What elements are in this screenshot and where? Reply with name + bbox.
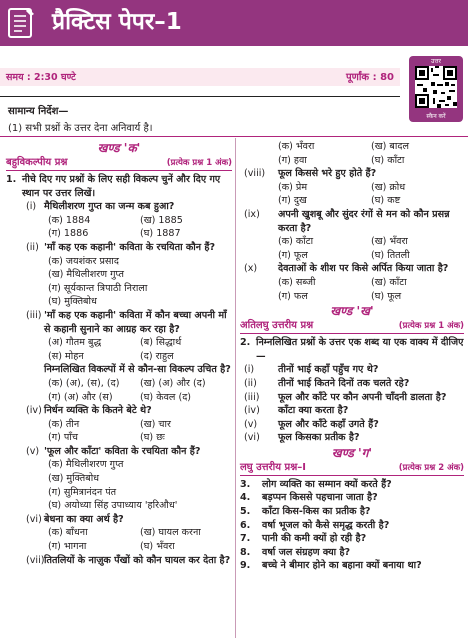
option[interactable]: (ग) हवा [278, 154, 307, 166]
option[interactable]: (अ) गौतम बुद्ध [48, 337, 102, 349]
question-text: वर्षा जल संग्रहण क्या है? [262, 546, 351, 558]
total-marks: पूर्णांक : 80 [345, 72, 394, 83]
sub-question-number: (i) [244, 364, 255, 376]
sub-question-text: निर्धन व्यक्ति के कितने बेटे थे? [44, 405, 152, 417]
options-grid [6, 418, 232, 445]
option[interactable]: (ख) क्रोध [371, 181, 406, 193]
question [240, 546, 464, 560]
column-divider [235, 138, 236, 638]
page-header [0, 0, 468, 46]
option[interactable]: (घ) छः [140, 432, 165, 444]
option[interactable]: (क) तीन [48, 418, 80, 430]
question [240, 505, 464, 519]
sub-question [6, 404, 232, 418]
option[interactable]: (घ) तितली [371, 249, 410, 261]
question-number: 6. [240, 519, 251, 531]
short-question [240, 363, 464, 377]
sub-question-text: 'फूल और काँटा' कविता के रचयिता कौन हैं? [44, 445, 201, 457]
option[interactable]: (क) प्रेम [278, 181, 308, 193]
section-marks-note: (प्रत्येक प्रश्न 2 अंक) [398, 462, 464, 473]
options-grid [240, 181, 464, 208]
sub-question-text: तितलियों के नाज़ुक पँखों को कौन घायल कर देता है? [44, 554, 231, 566]
option[interactable]: (घ) फूल [371, 290, 402, 302]
section-heading-text: लघु उत्तरीय प्रश्न–I [240, 461, 307, 473]
option[interactable]: (घ) भँवरा [140, 541, 175, 553]
option[interactable]: (घ) अयोध्या सिंह उपाध्याय 'हरिऔध' [48, 500, 178, 512]
sub-question-number: (iii) [244, 391, 260, 403]
options-list [6, 458, 232, 512]
section-b-heading [240, 319, 464, 334]
sub-question-number: (iv) [26, 405, 42, 417]
instruction-number: (1) [8, 123, 23, 134]
left-column [6, 140, 232, 567]
question-2 [240, 336, 464, 363]
sub-question-number: (vi) [244, 432, 260, 444]
qr-bottom-label: स्कैन करें [426, 113, 446, 120]
sub-question-number: (ii) [26, 241, 39, 253]
question-number: 7. [240, 533, 251, 545]
option[interactable]: (घ) केवल (द) [140, 391, 192, 403]
sub-question-number: (v) [26, 445, 40, 457]
option[interactable]: (ख) मुक्तिबोध [48, 473, 100, 485]
general-instruction-item [8, 120, 153, 134]
option[interactable]: (क) बाँधना [48, 527, 88, 539]
option[interactable]: (ग) सूर्यकान्त त्रिपाठी निराला [48, 282, 148, 294]
sub-question [6, 445, 232, 459]
section-heading-text: अतिलघु उत्तरीय प्रश्न [240, 320, 314, 332]
sub-question-text: फूल और काँटे पर कौन अपनी चाँदनी डालता है? [278, 391, 447, 403]
sub-question [6, 513, 232, 527]
sub-question [6, 309, 232, 336]
sub-question [240, 262, 464, 276]
option[interactable]: (ग) 1886 [48, 228, 89, 240]
sub-question-text: 'माँ कह एक कहानी' कविता के रचयिता कौन हैं? [44, 241, 216, 253]
sub-question [6, 200, 232, 214]
sub-question-extra [6, 363, 232, 377]
right-column [240, 140, 464, 573]
option[interactable]: (स) मोहन [48, 350, 84, 362]
divider [0, 136, 468, 137]
sub-question-text: तीनों भाई कितने दिनों तक चलते रहे? [278, 377, 410, 389]
sub-question-text: अपनी खुशबू और सुंदर रंगों से मन को कौन प्रसन्न करता है? [278, 208, 450, 234]
sub-question-number: (vii) [26, 554, 45, 566]
option[interactable]: (क) 1884 [48, 214, 91, 226]
short-question [240, 391, 464, 405]
sub-question-text: देवताओं के शीश पर किसे अर्पित किया जाता है? [278, 263, 449, 275]
question-number: 9. [240, 560, 251, 572]
question-text: बच्चे ने बीमार होने का बहाना क्यों बनाया था? [262, 560, 422, 572]
sub-question-number: (vi) [26, 513, 42, 525]
short-question [240, 431, 464, 445]
question-text: वर्षा भूजल को कैसे समृद्ध करती है? [262, 519, 390, 531]
exam-meta-bar [0, 68, 400, 86]
options-list [6, 255, 232, 309]
option[interactable]: (क) जयशंकर प्रसाद [48, 255, 119, 267]
question-text: नीचे दिए गए प्रश्नों के लिए सही विकल्प चुनें और दिए गए स्थान पर उत्तर लिखें। [22, 174, 221, 199]
options-grid [240, 140, 464, 167]
sub-question-number: (viii) [244, 168, 266, 180]
question-number: 3. [240, 478, 251, 490]
qr-code-icon [415, 66, 457, 108]
exam-time: समय : 2:30 घण्टे [6, 72, 76, 83]
question-text: बड़प्पन किससे पहचाना जाता है? [262, 492, 378, 504]
qr-top-label: उत्तर [431, 58, 441, 65]
option[interactable]: (घ) कष्ट [371, 195, 401, 207]
section-a-label: खण्ड 'क' [97, 141, 141, 155]
option[interactable]: (ख) 1885 [140, 214, 183, 226]
section-c-label: खण्ड 'ग' [331, 445, 373, 460]
general-instructions-title: सामान्य निर्देश— [8, 106, 69, 117]
question-1 [6, 173, 232, 200]
sub-question [6, 554, 232, 568]
option[interactable]: (ख) मैथिलीशरण गुप्त [48, 269, 124, 281]
option[interactable]: (ग) सुमित्रानंदन पंत [48, 486, 117, 498]
option[interactable]: (ग) पाँच [48, 432, 78, 444]
question-number: 1. [6, 174, 17, 185]
option[interactable]: (घ) काँटा [371, 154, 405, 166]
question-text: काँटा किस-किस का प्रतीक है? [262, 506, 371, 518]
short-question [240, 418, 464, 432]
short-question [240, 377, 464, 391]
question [240, 491, 464, 505]
option[interactable]: (द) राहुल [140, 350, 174, 362]
sub-question-text: फूल और काँटे कहाँ उगते हैं? [278, 418, 379, 430]
option[interactable]: (क) सब्जी [278, 276, 316, 288]
question-text: निम्नलिखित प्रश्नों के उत्तर एक शब्द या एक वाक्य में दीजिए— [256, 337, 464, 362]
option[interactable]: (क) काँटा [278, 236, 314, 248]
option[interactable]: (घ) मुक्तिबोध [48, 296, 97, 308]
section-marks-note: (प्रत्येक प्रश्न 1 अंक) [398, 321, 464, 332]
sub-question-number: (ix) [244, 208, 260, 220]
instruction-text: सभी प्रश्नों के उत्तर देना अनिवार्य है। [25, 123, 153, 134]
sub-question-text: बेधना का क्या अर्थ है? [44, 513, 124, 525]
sub-question [6, 241, 232, 255]
option[interactable]: (ख) भँवरा [371, 236, 408, 248]
section-marks-note: (प्रत्येक प्रश्न 1 अंक) [166, 158, 232, 168]
option[interactable]: (ग) फूल [278, 249, 308, 261]
options-grid [240, 235, 464, 262]
section-a-heading [6, 156, 232, 171]
sub-question-number: (v) [244, 418, 258, 430]
option[interactable]: (क) मैथिलीशरण गुप्त [48, 459, 124, 471]
question-number: 5. [240, 506, 251, 518]
sub-question-text: तीनों भाई कहाँ पहुँच गए थे? [278, 364, 379, 376]
sub-question-number: (iv) [244, 405, 260, 417]
answer-qr-box[interactable] [409, 56, 463, 122]
question-text: पानी की कमी क्यों हो रही है? [262, 533, 367, 545]
sub-question-number: (i) [26, 201, 37, 213]
question [240, 559, 464, 573]
option[interactable]: (ख) घायल करना [140, 527, 201, 539]
option[interactable]: (घ) 1887 [140, 228, 181, 240]
option[interactable]: (क) (अ), (स), (द) [48, 377, 120, 389]
option[interactable]: (ब) सिद्धार्थ [140, 337, 182, 349]
option[interactable]: (ग) (अ) और (स) [48, 391, 113, 403]
question-number: 2. [240, 337, 251, 349]
question-text: लोग व्यक्ति का सम्मान क्यों करते हैं? [262, 478, 392, 490]
option[interactable]: (क) भँवरा [278, 141, 315, 152]
question [240, 519, 464, 533]
sub-question-text: फूल किसका प्रतीक है? [278, 432, 360, 444]
option[interactable]: (ख) बादल [371, 141, 409, 152]
options-grid [6, 336, 232, 363]
question-number: 8. [240, 546, 251, 558]
sub-question-number: (ii) [244, 377, 257, 389]
sub-question-text: फूल किससे भरे हुए होते हैं? [278, 168, 377, 180]
sub-question-number: (iii) [26, 309, 42, 321]
option[interactable]: (ख) (अ) और (द) [140, 377, 206, 389]
sub-question-text: 'माँ कह एक कहानी' कविता में कौन बच्चा अपनी माँ से कहानी सुनाने का आग्रह कर रहा है? [44, 309, 227, 335]
section-b-label: खण्ड 'ख' [330, 304, 374, 319]
sub-question-text: काँटा क्या करता है? [278, 405, 349, 417]
sub-question [240, 167, 464, 181]
option[interactable]: (ग) भागना [48, 541, 87, 553]
section-c-heading [240, 461, 464, 476]
option[interactable]: (ख) काँटा [371, 276, 407, 288]
options-grid [6, 377, 232, 404]
question [240, 478, 464, 492]
divider [0, 96, 400, 97]
question [240, 532, 464, 546]
option[interactable]: (ख) चार [140, 418, 171, 430]
question-number: 4. [240, 492, 251, 504]
options-grid [6, 214, 232, 241]
option[interactable]: (ग) फल [278, 290, 308, 302]
sub-question-text: मैथिलीशरण गुप्त का जन्म कब हुआ? [44, 201, 175, 213]
sub-question-number: (x) [244, 263, 258, 275]
sub-question [240, 208, 464, 235]
sub-question-extra-text: निम्नलिखित विकल्पों में से कौन-सा विकल्प उचित है? [44, 364, 231, 376]
short-question [240, 404, 464, 418]
options-grid [240, 276, 464, 303]
option[interactable]: (ग) दुख [278, 195, 307, 207]
page-title: प्रैक्टिस पेपर–1 [52, 9, 182, 35]
notebook-icon [6, 6, 36, 40]
options-grid [6, 526, 232, 553]
section-heading-text: बहुविकल्पीय प्रश्न [6, 157, 68, 168]
